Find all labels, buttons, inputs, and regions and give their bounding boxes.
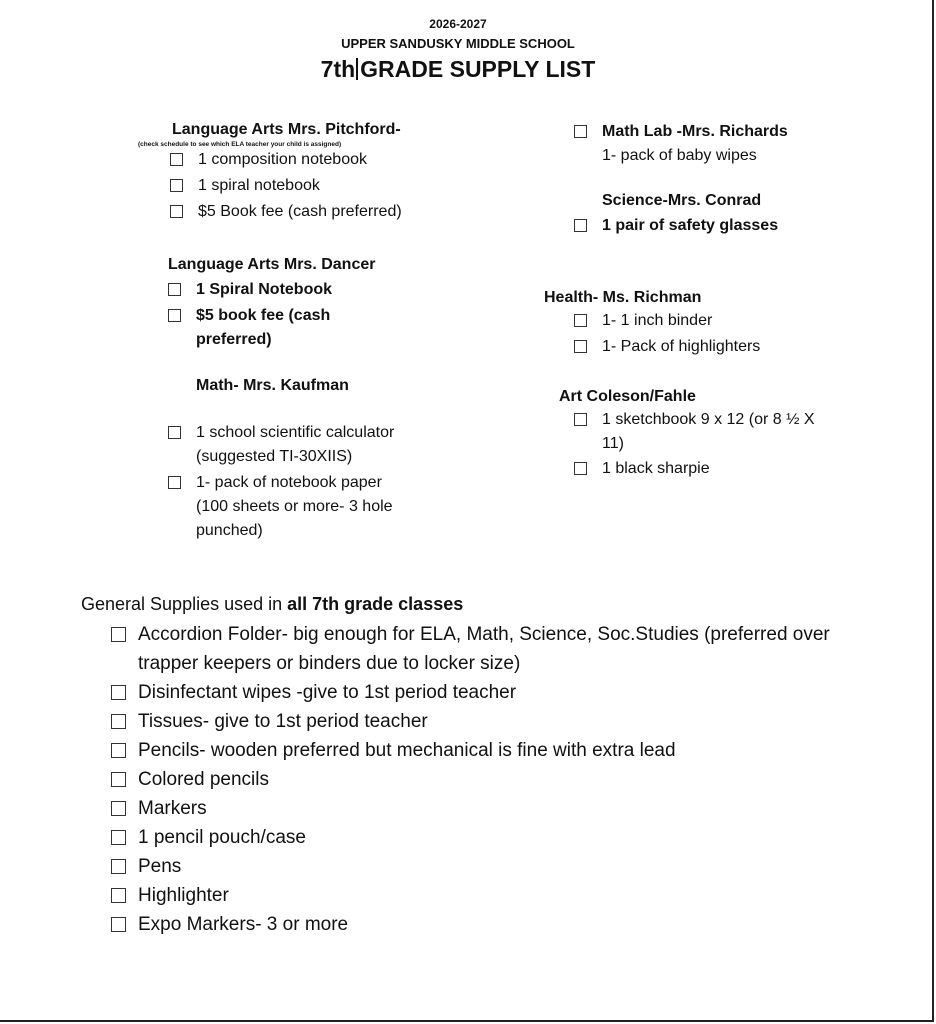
- list-item: [574, 214, 854, 238]
- checklist: [574, 120, 854, 144]
- section-health: [544, 289, 844, 359]
- section-science: [574, 192, 854, 238]
- list-item: [168, 278, 368, 302]
- item-label: Disinfectant wipes -give to 1st period teacher: [138, 682, 517, 703]
- section-title: Math- Mrs. Kaufman: [196, 377, 349, 394]
- checkbox[interactable]: [170, 179, 183, 192]
- section-art: [559, 388, 859, 481]
- list-item: [170, 148, 440, 172]
- checkbox[interactable]: [168, 309, 181, 322]
- checkbox[interactable]: [111, 743, 126, 758]
- text-cursor: [356, 58, 358, 80]
- item-label: 1 spiral notebook: [198, 177, 320, 194]
- section-title: Science-Mrs. Conrad: [602, 192, 762, 209]
- checkbox[interactable]: [111, 685, 126, 700]
- section-math-kaufman: [168, 377, 428, 543]
- item-label: Tissues- give to 1st period teacher: [138, 711, 428, 732]
- section-title: Math Lab -Mrs. Richards: [602, 123, 788, 140]
- title-grade: 7th: [320, 56, 356, 82]
- checklist: [574, 408, 834, 481]
- checkbox[interactable]: [111, 627, 126, 642]
- section-title: Language Arts Mrs. Pitchford-: [172, 121, 401, 138]
- list-item: [111, 910, 831, 939]
- item-label: 1- pack of notebook paper (100 sheets or more- 3 hole punched): [196, 474, 393, 539]
- checkbox[interactable]: [574, 314, 587, 327]
- item-label: $5 Book fee (cash preferred): [198, 203, 402, 220]
- list-item: [111, 794, 831, 823]
- item-label: Pencils- wooden preferred but mechanical is fine with extra lead: [138, 740, 676, 761]
- general-title-plain: General Supplies used in: [81, 594, 288, 614]
- item-label: Accordion Folder- big enough for ELA, Math, Science, Soc.Studies (preferred over trapper keepers or binders due to locker size): [138, 624, 830, 674]
- checkbox[interactable]: [574, 219, 587, 232]
- list-item: [111, 707, 831, 736]
- item-label: 1 sketchbook 9 x 12 (or 8 ½ X 11): [602, 411, 815, 452]
- checkbox[interactable]: [111, 917, 126, 932]
- checkbox[interactable]: [170, 153, 183, 166]
- checkbox[interactable]: [574, 462, 587, 475]
- item-label: 1 school scientific calculator (suggested TI-30XIIS): [196, 424, 395, 465]
- general-title-bold: all 7th grade classes: [287, 594, 464, 614]
- school-name: UPPER SANDUSKY MIDDLE SCHOOL: [341, 36, 575, 51]
- list-item: [111, 620, 831, 678]
- checkbox[interactable]: [111, 714, 126, 729]
- list-item: [574, 457, 834, 481]
- item-label: 1- 1 inch binder: [602, 312, 713, 329]
- checkbox[interactable]: [111, 801, 126, 816]
- list-item: [574, 309, 844, 333]
- checkbox[interactable]: [574, 125, 587, 138]
- checkbox[interactable]: [574, 340, 587, 353]
- section-la-pitchford: [138, 121, 438, 226]
- item-label: Highlighter: [138, 885, 229, 906]
- general-supplies-title: [81, 594, 463, 615]
- checklist: [170, 148, 440, 224]
- list-item: [170, 174, 440, 198]
- list-item: [111, 736, 831, 765]
- checklist: [168, 421, 418, 543]
- section-title: Art Coleson/Fahle: [559, 388, 696, 405]
- checkbox[interactable]: [170, 205, 183, 218]
- list-item: [170, 200, 440, 224]
- list-item: [168, 471, 418, 543]
- item-label: Markers: [138, 798, 207, 819]
- checkbox[interactable]: [574, 413, 587, 426]
- section-math-lab: [574, 120, 854, 168]
- item-label: Colored pencils: [138, 769, 269, 790]
- list-item: [111, 881, 831, 910]
- checklist: [168, 278, 368, 352]
- item-label: 1 black sharpie: [602, 460, 710, 477]
- item-label: 1- Pack of highlighters: [602, 338, 761, 355]
- item-label: 1 pencil pouch/case: [138, 827, 306, 848]
- list-item: [111, 852, 831, 881]
- checkbox[interactable]: [168, 476, 181, 489]
- checkbox[interactable]: [111, 888, 126, 903]
- page-title: [0, 56, 916, 83]
- checkbox[interactable]: [168, 283, 181, 296]
- item-label: 1 Spiral Notebook: [196, 281, 333, 298]
- checkbox[interactable]: [111, 859, 126, 874]
- list-item: [574, 120, 854, 144]
- title-rest: GRADE SUPPLY LIST: [360, 56, 596, 82]
- list-item: [111, 678, 831, 707]
- list-item: [111, 765, 831, 794]
- list-item: [574, 408, 834, 456]
- item-label: Pens: [138, 856, 182, 877]
- item-label: 1 composition notebook: [198, 151, 367, 168]
- section-title: Language Arts Mrs. Dancer: [168, 256, 376, 273]
- checkbox[interactable]: [111, 830, 126, 845]
- item-label: $5 book fee (cash preferred): [196, 307, 331, 348]
- math-lab-item: 1- pack of baby wipes: [602, 147, 757, 164]
- list-item: [574, 335, 844, 359]
- general-checklist: [111, 620, 831, 939]
- checkbox[interactable]: [111, 772, 126, 787]
- section-note: (check schedule to see which ELA teacher your child is assigned): [138, 141, 342, 148]
- item-label: Expo Markers- 3 or more: [138, 914, 349, 935]
- school-year: 2026-2027: [429, 17, 487, 31]
- checklist: [574, 309, 844, 359]
- list-item: [111, 823, 831, 852]
- list-item: [168, 421, 418, 469]
- checkbox[interactable]: [168, 426, 181, 439]
- section-la-dancer: [168, 256, 388, 352]
- checklist: [574, 214, 854, 238]
- section-title: Health- Ms. Richman: [544, 289, 702, 306]
- item-label: 1 pair of safety glasses: [602, 217, 779, 234]
- list-item: [168, 304, 368, 352]
